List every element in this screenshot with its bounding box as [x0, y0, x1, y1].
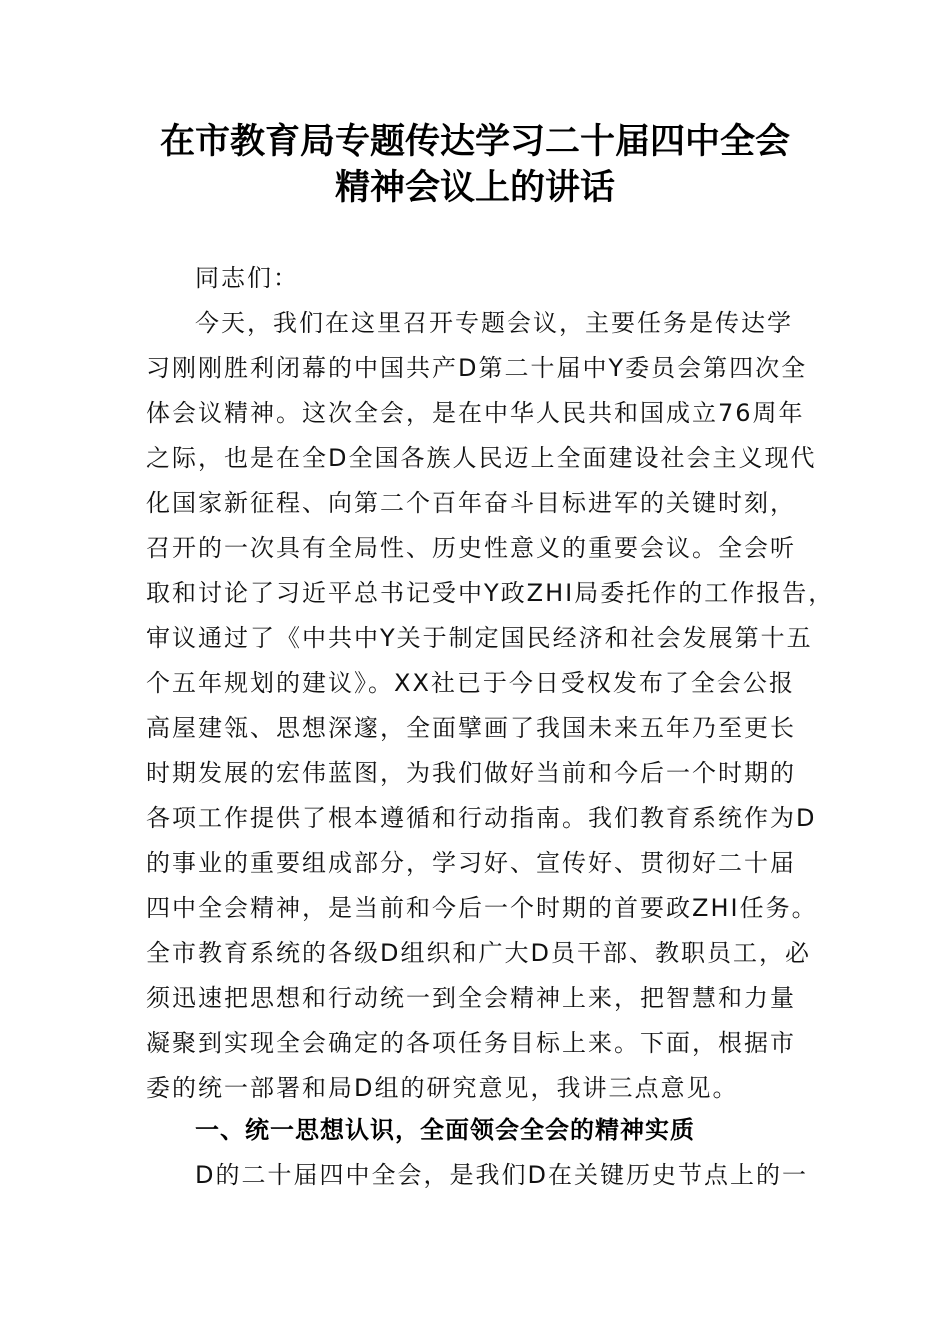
paragraph-line: 之际，也是在全D全国各族人民迈上全面建设社会主义现代: [146, 444, 817, 472]
salutation: 同志们：: [195, 264, 299, 292]
document-title-line-1: 在市教育局专题传达学习二十届四中全会: [159, 121, 790, 162]
paragraph-line: D的二十届四中全会，是我们D在关键历史节点上的一: [195, 1161, 808, 1189]
section-heading-1: 一、统一思想认识，全面领会全会的精神实质: [195, 1116, 695, 1144]
paragraph-line: 化国家新征程、向第二个百年奋斗目标进军的关键时刻，: [146, 489, 796, 517]
document-title-line-2: 精神会议上的讲话: [334, 167, 615, 208]
paragraph-line: 个五年规划的建议》。XX社已于今日受权发布了全会公报: [146, 669, 795, 697]
paragraph-line: 时期发展的宏伟蓝图，为我们做好当前和今后一个时期的: [146, 759, 796, 787]
paragraph-line: 凝聚到实现全会确定的各项任务目标上来。下面，根据市: [146, 1029, 796, 1057]
paragraph-line: 召开的一次具有全局性、历史性意义的重要会议。全会听: [146, 534, 796, 562]
paragraph-line: 须迅速把思想和行动统一到全会精神上来，把智慧和力量: [146, 984, 796, 1012]
paragraph-line: 今天，我们在这里召开专题会议，主要任务是传达学: [195, 309, 793, 337]
paragraph-line: 的事业的重要组成部分，学习好、宣传好、贯彻好二十届: [146, 849, 796, 877]
paragraph-line: 取和讨论了习近平总书记受中Y政ZHI局委托作的工作报告，: [146, 579, 835, 607]
paragraph-line: 习刚刚胜利闭幕的中国共产D第二十届中Y委员会第四次全: [146, 354, 808, 382]
paragraph-line: 委的统一部署和局D组的研究意见，我讲三点意见。: [146, 1074, 739, 1102]
paragraph-line: 全市教育系统的各级D组织和广大D员干部、教职员工，必: [146, 939, 811, 967]
paragraph-line: 四中全会精神，是当前和今后一个时期的首要政ZHI任务。: [146, 894, 818, 922]
paragraph-line: 体会议精神。这次全会，是在中华人民共和国成立76周年: [146, 399, 805, 427]
paragraph-line: 审议通过了《中共中Y关于制定国民经济和社会发展第十五: [146, 624, 813, 652]
paragraph-line: 高屋建瓴、思想深邃，全面擘画了我国未来五年乃至更长: [146, 714, 796, 742]
paragraph-line: 各项工作提供了根本遵循和行动指南。我们教育系统作为D: [146, 804, 817, 832]
